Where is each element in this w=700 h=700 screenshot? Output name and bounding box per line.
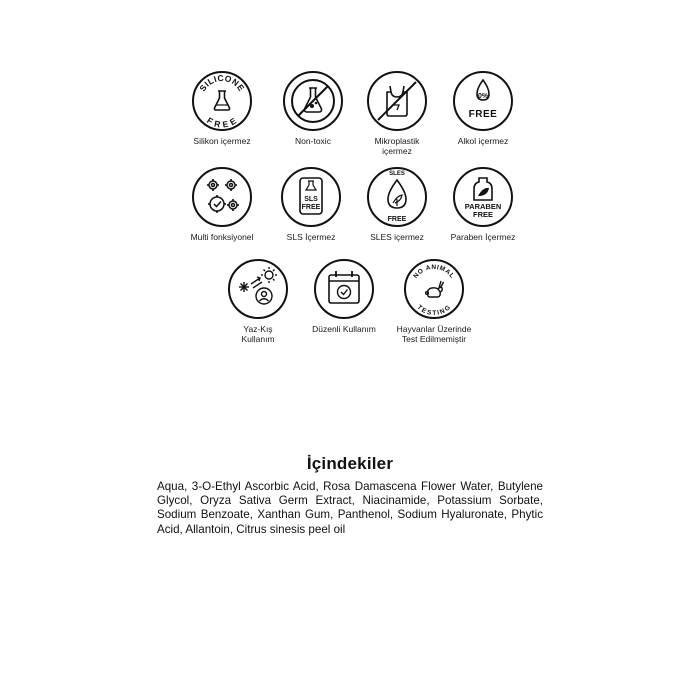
sls-free-icon xyxy=(280,166,342,228)
badge-caption: Silikon içermez xyxy=(193,136,251,146)
svg-text:TESTING: TESTING xyxy=(415,303,453,318)
badge-caption: SLS İçermez xyxy=(286,232,336,242)
badge-caption: Non-toxic xyxy=(295,136,331,146)
ingredients-text: Aqua, 3-O-Ethyl Ascorbic Acid, Rosa Damascena Flower Water, Butylene Glycol, Oryza Sativa Germ Extract, Niacinamide, Potassium Sorbate, Sodium Benzoate, Xanthan Gum, Panthenol, Sodium Hyaluronate, Phytic Acid, Allantoin, Citrus sinesis peel oil xyxy=(157,480,543,536)
badge-caption: Düzenli Kullanım xyxy=(312,324,376,334)
svg-text:SLES: SLES xyxy=(389,171,405,177)
svg-text:FREE: FREE xyxy=(205,115,239,130)
sun-snow-person-icon xyxy=(227,258,289,320)
svg-text:FREE: FREE xyxy=(468,109,498,120)
no-animal-testing-icon xyxy=(403,258,465,320)
svg-text:FREE: FREE xyxy=(472,210,494,219)
badge-caption: Alkol içermez xyxy=(457,136,509,146)
plastic-bag-icon xyxy=(366,70,428,132)
badge-alcohol-free xyxy=(423,70,543,146)
badge-caption: Paraben İçermez xyxy=(450,232,516,242)
gears-icon xyxy=(191,166,253,228)
badge-caption: Mikroplastik içermez xyxy=(374,136,420,156)
badge-caption: Yaz-Kış Kullanım xyxy=(241,324,275,344)
svg-text:FREE: FREE xyxy=(301,204,321,211)
svg-text:FREE: FREE xyxy=(387,216,407,223)
svg-text:SILICONE: SILICONE xyxy=(197,72,247,94)
ingredients-title: İçindekiler xyxy=(306,454,394,473)
badge-caption: SLES içermez xyxy=(370,232,424,242)
svg-text:NO ANIMAL: NO ANIMAL xyxy=(412,263,456,280)
svg-text:PARABEN: PARABEN xyxy=(464,202,502,211)
badge-no-animal-testing xyxy=(374,258,494,344)
non-toxic-icon xyxy=(282,70,344,132)
badge-caption: Multi fonksiyonel xyxy=(190,232,254,242)
silicone-free-icon xyxy=(191,70,253,132)
badge-caption: Hayvanlar Üzerinde Test Edilmemiştir xyxy=(396,324,472,344)
svg-text:SLS: SLS xyxy=(304,196,318,203)
svg-text:0%: 0% xyxy=(477,93,489,100)
paraben-free-icon xyxy=(452,166,514,228)
alcohol-free-icon xyxy=(452,70,514,132)
calendar-check-icon xyxy=(313,258,375,320)
badge-paraben-free xyxy=(423,166,543,242)
sles-free-icon xyxy=(366,166,428,228)
